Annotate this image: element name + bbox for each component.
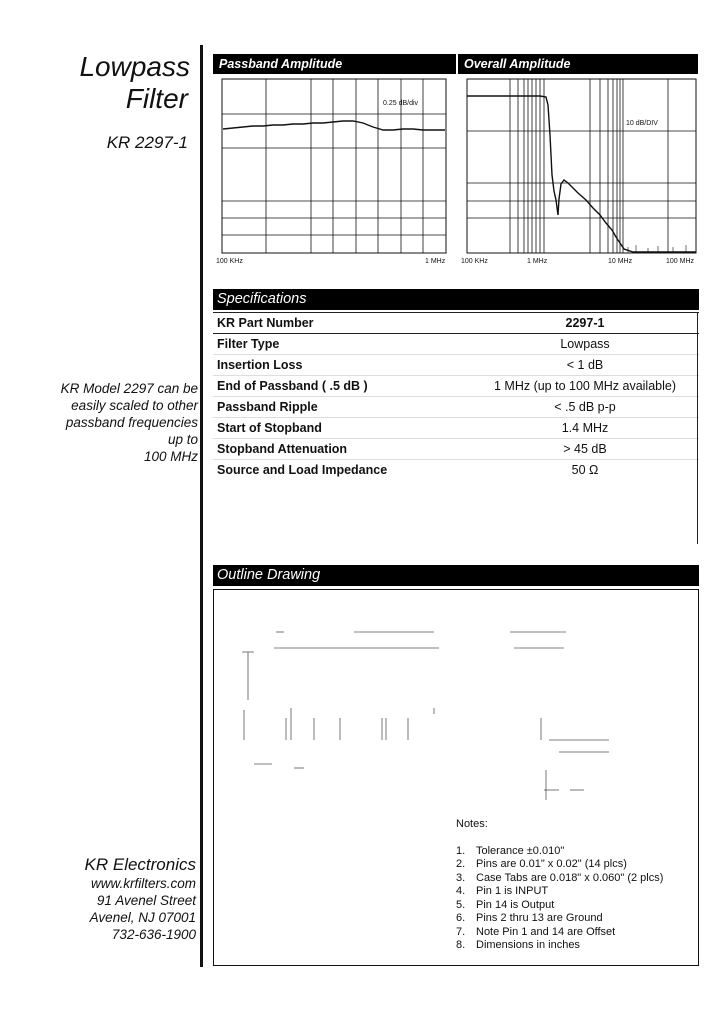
note-number: 3. [456, 871, 466, 884]
note-number: 6. [456, 912, 466, 924]
spec-value: 1 MHz (up to 100 MHz available) [471, 376, 699, 397]
spec-label: Stopband Attenuation [213, 439, 471, 460]
note-text: Pins are 0.01" x 0.02" (14 plcs) [476, 858, 627, 870]
passband-title: Passband Amplitude [213, 54, 456, 74]
overall-x-label: 1 MHz [527, 258, 548, 265]
divider [200, 45, 203, 967]
passband-scale: 0.25 dB/div [383, 100, 419, 107]
overall-chart [458, 75, 704, 265]
spec-label: Insertion Loss [213, 355, 471, 376]
outline-notes [456, 818, 663, 953]
spec-value: > 45 dB [471, 439, 699, 460]
overall-x-label: 100 KHz [461, 258, 488, 265]
spec-label: End of Passband ( .5 dB ) [213, 376, 471, 397]
passband-chart [213, 75, 458, 265]
spec-value: < 1 dB [471, 355, 699, 376]
table-row [213, 334, 699, 355]
table-row [213, 397, 699, 418]
company-street: 91 Avenel Street [96, 893, 196, 908]
note-number: 2. [456, 858, 466, 870]
overall-title: Overall Amplitude [458, 54, 698, 74]
overall-x-label: 100 MHz [666, 258, 695, 265]
list-item [456, 926, 663, 940]
outline-drawing-box [213, 589, 699, 966]
company-phone: 732-636-1900 [111, 927, 196, 942]
specifications-heading: Specifications [213, 289, 699, 310]
table-row [213, 460, 699, 481]
table-row [213, 439, 699, 460]
note-text: Tolerance ±0.010" [476, 844, 565, 857]
list-item [456, 912, 663, 926]
note-text: Dimensions in inches [476, 939, 580, 951]
note-line: easily scaled to other [71, 398, 198, 413]
company-web[interactable]: www.krfilters.com [90, 876, 196, 891]
list-item [456, 939, 663, 953]
note-text: Note Pin 1 and 14 are Offset [476, 925, 616, 938]
note-number: 4. [456, 885, 466, 897]
company-info [30, 855, 196, 943]
title-line2: Filter [125, 83, 188, 114]
note-number: 7. [456, 925, 466, 938]
spec-right-border [697, 312, 698, 544]
spec-value: 2297-1 [471, 313, 699, 334]
list-item [456, 899, 663, 913]
spec-header-row [213, 313, 699, 334]
title-line1: Lowpass [79, 51, 190, 82]
spec-label: Start of Stopband [213, 418, 471, 439]
spec-label: Passband Ripple [213, 397, 471, 418]
list-item [456, 858, 663, 872]
company-name: KR Electronics [84, 855, 196, 874]
notes-title: Notes: [456, 818, 488, 830]
table-row [213, 418, 699, 439]
overall-x-label: 10 MHz [608, 258, 633, 265]
company-city: Avenel, NJ 07001 [89, 910, 196, 925]
table-row [213, 376, 699, 397]
note-text: Pin 14 is Output [476, 898, 555, 911]
outline-heading: Outline Drawing [213, 565, 699, 586]
part-number: KR 2297-1 [106, 133, 188, 152]
spec-value: 1.4 MHz [471, 418, 699, 439]
note-text: Pins 2 thru 13 are Ground [476, 912, 603, 924]
passband-x-start: 100 KHz [216, 258, 243, 265]
list-item [456, 885, 663, 899]
spec-value: Lowpass [471, 334, 699, 355]
list-item [456, 872, 663, 886]
specifications-table [213, 312, 699, 480]
spec-value: 50 Ω [571, 463, 599, 477]
spec-value: < .5 dB p-p [471, 397, 699, 418]
note-line: passband frequencies [65, 415, 198, 430]
outline-sketch [214, 590, 694, 810]
spec-label: Source and Load Impedance [217, 463, 388, 477]
note-line: 100 MHz [143, 449, 198, 464]
table-row [213, 355, 699, 376]
note-number: 5. [456, 898, 466, 911]
spec-label: Filter Type [213, 334, 471, 355]
overall-scale: 10 dB/DIV [626, 120, 658, 127]
note-line: up to [167, 432, 198, 447]
note-number: 8. [456, 939, 466, 951]
spec-label: KR Part Number [213, 313, 471, 334]
note-number: 1. [456, 844, 466, 857]
note-text: Case Tabs are 0.018" x 0.060" (2 plcs) [476, 871, 664, 884]
note-line: KR Model 2297 can be [60, 381, 198, 396]
passband-x-end: 1 MHz [425, 258, 446, 265]
note-text: Pin 1 is INPUT [476, 885, 549, 897]
list-item [456, 845, 663, 859]
scaling-note [20, 380, 198, 465]
